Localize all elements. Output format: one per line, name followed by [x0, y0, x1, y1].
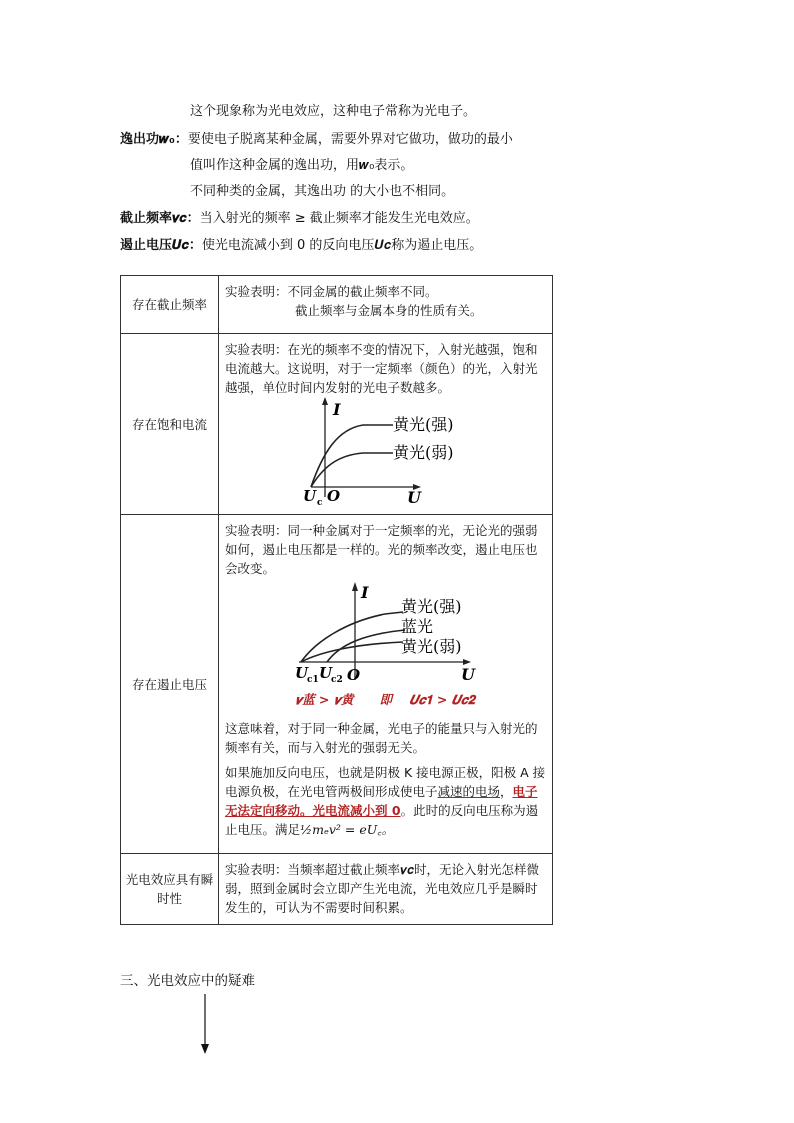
label-yellow-strong: 黄光(强) — [401, 597, 462, 616]
row-label-stopping: 存在遏止电压 — [121, 515, 219, 854]
energy-dependence-text: 这意味着，对于同一种金属，光电子的能量只与入射光的频率有关，而与入射光的强弱无关。 — [225, 721, 538, 755]
axis-label-i: I — [333, 400, 341, 419]
work-function-text-1: 要使电子脱离某种金属，需要外界对它做功，做功的最小 — [187, 132, 513, 147]
origin-label: O — [347, 666, 361, 684]
uc2-subscript: c2 — [331, 675, 343, 685]
reverse-voltage-text-e: 。此时的反向电压称为遏止电压。满足 — [225, 803, 539, 837]
reverse-voltage-paragraph — [225, 763, 546, 839]
reverse-voltage-comma: ， — [500, 784, 513, 799]
stopping-voltage-label: 遏止电压𝑼𝒄： — [120, 238, 202, 253]
photoelectric-table — [120, 275, 553, 925]
row-label-instantaneous: 光电效应具有瞬时性 — [121, 854, 219, 925]
stopping-voltage-line — [120, 237, 482, 255]
work-function-text-3: 不同种类的金属，其逸出功 的大小也不相同。 — [190, 184, 455, 199]
label-blue: 蓝光 — [401, 617, 434, 636]
uc-label: U — [303, 487, 317, 505]
axis-label-i: I — [361, 583, 369, 602]
saturation-experiment-text: 实验表明：在光的频率不变的情况下，入射光越强，饱和电流越大。这说明，对于一定频率（颜色）的光，入射光越强，单位时间内发射的光电子数越多。 — [225, 342, 538, 395]
frequency-relation: 𝝂蓝 > 𝝂黄 即 𝑼𝒄𝟏 > 𝑼𝒄𝟐 — [295, 692, 475, 707]
row-content-instantaneous — [219, 854, 553, 925]
cutoff-property-text: 截止频率与金属本身的性质有关。 — [295, 303, 483, 318]
row-label-saturation: 存在饱和电流 — [121, 334, 219, 515]
cutoff-text: 当入射光的频率 ≥ 截止频率才能发生光电效应。 — [199, 211, 479, 226]
reverse-voltage-text-a: 如果施加反向电压，也就是阴极 K 接电源正极，阳极 A 接电源负极，在光电管两极间形成使电子 — [225, 765, 546, 799]
work-function-label: 逸出功𝒘₀： — [120, 132, 188, 147]
uc1-subscript: c1 — [307, 675, 319, 685]
curve-yellow-strong — [301, 612, 403, 662]
label-yellow-strong: 黄光(强) — [393, 415, 454, 434]
uc1-label: U — [295, 664, 309, 682]
label-yellow-weak: 黄光(弱) — [393, 443, 454, 462]
label-yellow-weak: 黄光(弱) — [401, 637, 462, 656]
down-arrow-icon — [198, 994, 212, 1056]
table-row — [121, 854, 553, 925]
axis-label-u: U — [407, 488, 421, 507]
work-function-text-2: 值叫作这种金属的逸出功，用𝒘₀表示。 — [190, 158, 414, 173]
cutoff-line — [120, 210, 479, 228]
row-label-cutoff: 存在截止频率 — [121, 276, 219, 334]
instantaneous-experiment-text: 实验表明：当频率超过截止频率𝝂𝒄时，无论入射光怎样微弱，照到金属时会立即产生光电流，光电效应几乎是瞬时发生的，可认为不需要时间积累。 — [225, 862, 540, 915]
section-heading: 三、光电效应中的疑难 — [120, 973, 255, 989]
reverse-voltage-highlight: 电子无法定向移动。光电流减小到 0 — [225, 784, 538, 818]
curve-blue — [327, 630, 405, 662]
stopping-experiment-text: 实验表明：同一种金属对于一定频率的光，无论光的强弱如何，遏止电压都是一样的。光的频率改变，遏止电压也会改变。 — [225, 523, 538, 576]
table-row — [121, 515, 553, 854]
origin-label: O — [327, 487, 341, 505]
energy-formula: ½mₑv² = eU꜀。 — [300, 822, 395, 837]
cutoff-experiment-text: 实验表明：不同金属的截止频率不同。 — [225, 284, 438, 299]
table-row — [121, 334, 553, 515]
saturation-graph — [303, 397, 503, 508]
table-row — [121, 276, 553, 334]
axis-label-u: U — [461, 665, 475, 684]
work-function-line — [120, 131, 513, 149]
stopping-graph — [295, 582, 495, 685]
stopping-voltage-text: 使光电流减小到 0 的反向电压𝑼𝒄称为遏止电压。 — [201, 238, 483, 253]
row-content-saturation — [219, 334, 553, 515]
cutoff-label: 截止频率𝝂𝒄： — [120, 211, 200, 226]
reverse-voltage-underlined: 减速的电场 — [437, 784, 501, 799]
row-content-cutoff — [219, 276, 553, 334]
row-content-stopping — [219, 515, 553, 854]
curve-strong — [311, 425, 393, 487]
intro-line-1: 这个现象称为光电效应，这种电子常称为光电子。 — [190, 104, 477, 119]
uc2-label: U — [319, 664, 333, 682]
uc-subscript: c — [317, 498, 323, 508]
